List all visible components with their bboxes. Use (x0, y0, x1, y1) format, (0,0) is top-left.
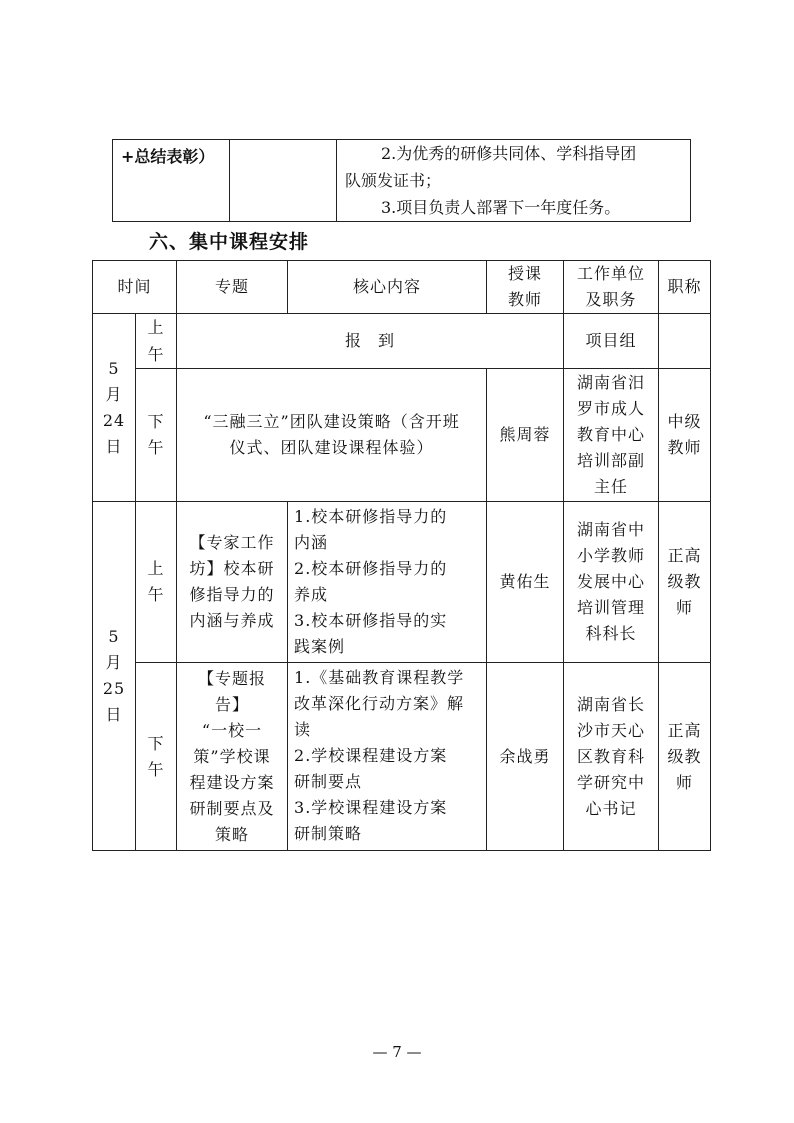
period-cell (136, 314, 177, 369)
header-teacher (487, 261, 564, 314)
unit-line: 心书记 (585, 798, 637, 818)
header-unit (564, 261, 659, 314)
topic-line: 研制要点及 (189, 798, 275, 818)
date-line: 月 (105, 384, 123, 404)
topic-line: 告】 (215, 694, 250, 714)
section-title: 六、集中课程安排 (149, 231, 310, 253)
date-line: 5 (108, 627, 120, 646)
topic-line: “一校一 (201, 720, 263, 740)
period-cell (136, 369, 177, 502)
date-line: 25 (102, 679, 126, 698)
teacher-cell: 余战勇 (487, 663, 564, 851)
title-cell (659, 369, 711, 502)
header-content: 核心内容 (288, 261, 487, 314)
content-line: 1.校本研修指导力的 (294, 507, 448, 526)
topic-cell (177, 502, 288, 663)
content-line: 读 (294, 720, 312, 739)
continuation-empty-cell (230, 140, 337, 222)
unit-cell (564, 663, 659, 851)
topic-line: 策略 (215, 824, 250, 844)
title-line: 中级 (667, 412, 702, 431)
content-cell (288, 663, 487, 851)
content-line: 3.学校课程建设方案 (294, 798, 448, 817)
title-line: 级教 (667, 572, 702, 591)
topic-line: 内涵与养成 (189, 611, 275, 630)
topic-cell (177, 663, 288, 851)
date-line: 5 (108, 358, 120, 378)
topic-line: 【专题报 (198, 668, 267, 688)
unit-line: 湖南省汨 (577, 373, 646, 392)
unit-line: 小学教师 (577, 546, 646, 565)
unit-line: 罗市成人 (577, 399, 646, 418)
topic-line: 【专家工作 (189, 533, 275, 552)
header-title: 职称 (659, 261, 711, 314)
unit-line: 发展中心 (577, 572, 646, 591)
title-cell (659, 502, 711, 663)
period-line: 上 (147, 559, 165, 578)
teacher-cell: 熊周蓉 (487, 369, 564, 502)
continuation-table (112, 139, 691, 222)
header-row (93, 261, 711, 314)
continuation-content-cell (337, 140, 691, 222)
header-unit-line: 及职务 (585, 290, 637, 309)
title-line: 级教 (667, 746, 702, 766)
unit-line: 学研究中 (577, 772, 646, 792)
topic-line: 程建设方案 (189, 772, 275, 792)
period-cell (136, 502, 177, 663)
topic-line: 坊】校本研 (189, 559, 275, 578)
topic-content-cell (177, 369, 487, 502)
unit-cell (564, 369, 659, 502)
content-cell (288, 502, 487, 663)
unit-line: 培训部副 (577, 451, 646, 470)
period-line: 午 (147, 438, 165, 457)
continuation-line: 队颁发证书； (345, 171, 442, 190)
topic-line: “三融三立”团队建设策略（含开班 (203, 412, 460, 431)
topic-line: 修指导力的 (189, 585, 275, 604)
period-line: 午 (147, 759, 165, 779)
table-row (93, 663, 711, 851)
header-unit-line: 工作单位 (577, 264, 646, 283)
unit-cell: 项目组 (564, 314, 659, 369)
continuation-line: 3.项目负责人部署下一年度任务。 (381, 198, 621, 217)
title-line: 正高 (667, 720, 702, 740)
date-cell (93, 314, 136, 502)
table-row (93, 369, 711, 502)
unit-line: 湖南省中 (577, 520, 646, 539)
content-line: 内涵 (294, 533, 329, 552)
unit-cell (564, 502, 659, 663)
content-line: 研制策略 (294, 824, 363, 843)
unit-line: 科科长 (585, 624, 637, 643)
header-teacher-line: 教师 (508, 290, 543, 309)
content-line: 2.校本研修指导力的 (294, 559, 448, 578)
title-line: 教师 (667, 438, 702, 457)
date-cell (93, 502, 136, 851)
registration-cell: 报 到 (177, 314, 564, 369)
unit-line: 湖南省长 (577, 694, 646, 714)
unit-line: 沙市天心 (577, 720, 646, 740)
content-line: 3.校本研修指导的实 (294, 611, 448, 630)
header-teacher-line: 授课 (508, 264, 543, 283)
period-line: 午 (147, 585, 165, 604)
continuation-line: 2.为优秀的研修共同体、学科指导团 (381, 144, 637, 163)
content-line: 改革深化行动方案》解 (294, 694, 465, 713)
teacher-cell: 黄佑生 (487, 502, 564, 663)
topic-line: 仪式、团队建设课程体验） (229, 438, 434, 457)
table-row (93, 314, 711, 369)
period-line: 午 (147, 345, 165, 364)
date-line: 月 (105, 653, 123, 672)
title-cell (659, 314, 711, 369)
content-line: 1.《基础教育课程教学 (294, 668, 465, 687)
unit-line: 主任 (594, 477, 629, 496)
date-line: 24 (102, 410, 126, 430)
period-line: 下 (147, 733, 165, 753)
period-line: 上 (147, 318, 165, 337)
title-line: 师 (676, 772, 694, 792)
title-cell (659, 663, 711, 851)
date-line: 日 (105, 705, 123, 724)
date-line: 日 (105, 436, 123, 456)
content-line: 2.学校课程建设方案 (294, 746, 448, 765)
header-topic: 专题 (177, 261, 288, 314)
content-line: 研制要点 (294, 772, 363, 791)
content-line: 养成 (294, 585, 329, 604)
schedule-table (92, 260, 711, 851)
unit-line: 区教育科 (577, 746, 646, 766)
title-line: 师 (676, 598, 694, 617)
period-cell (136, 663, 177, 851)
content-line: 践案例 (294, 637, 346, 656)
header-time: 时间 (93, 261, 177, 314)
continuation-left-cell: +总结表彰） (113, 140, 230, 222)
topic-line: 策”学校课 (193, 746, 271, 766)
table-row (93, 502, 711, 663)
page-number: — 7 — (372, 1043, 422, 1061)
unit-line: 培训管理 (577, 598, 646, 617)
period-line: 下 (147, 412, 165, 431)
unit-line: 教育中心 (577, 425, 646, 444)
title-line: 正高 (667, 546, 702, 565)
